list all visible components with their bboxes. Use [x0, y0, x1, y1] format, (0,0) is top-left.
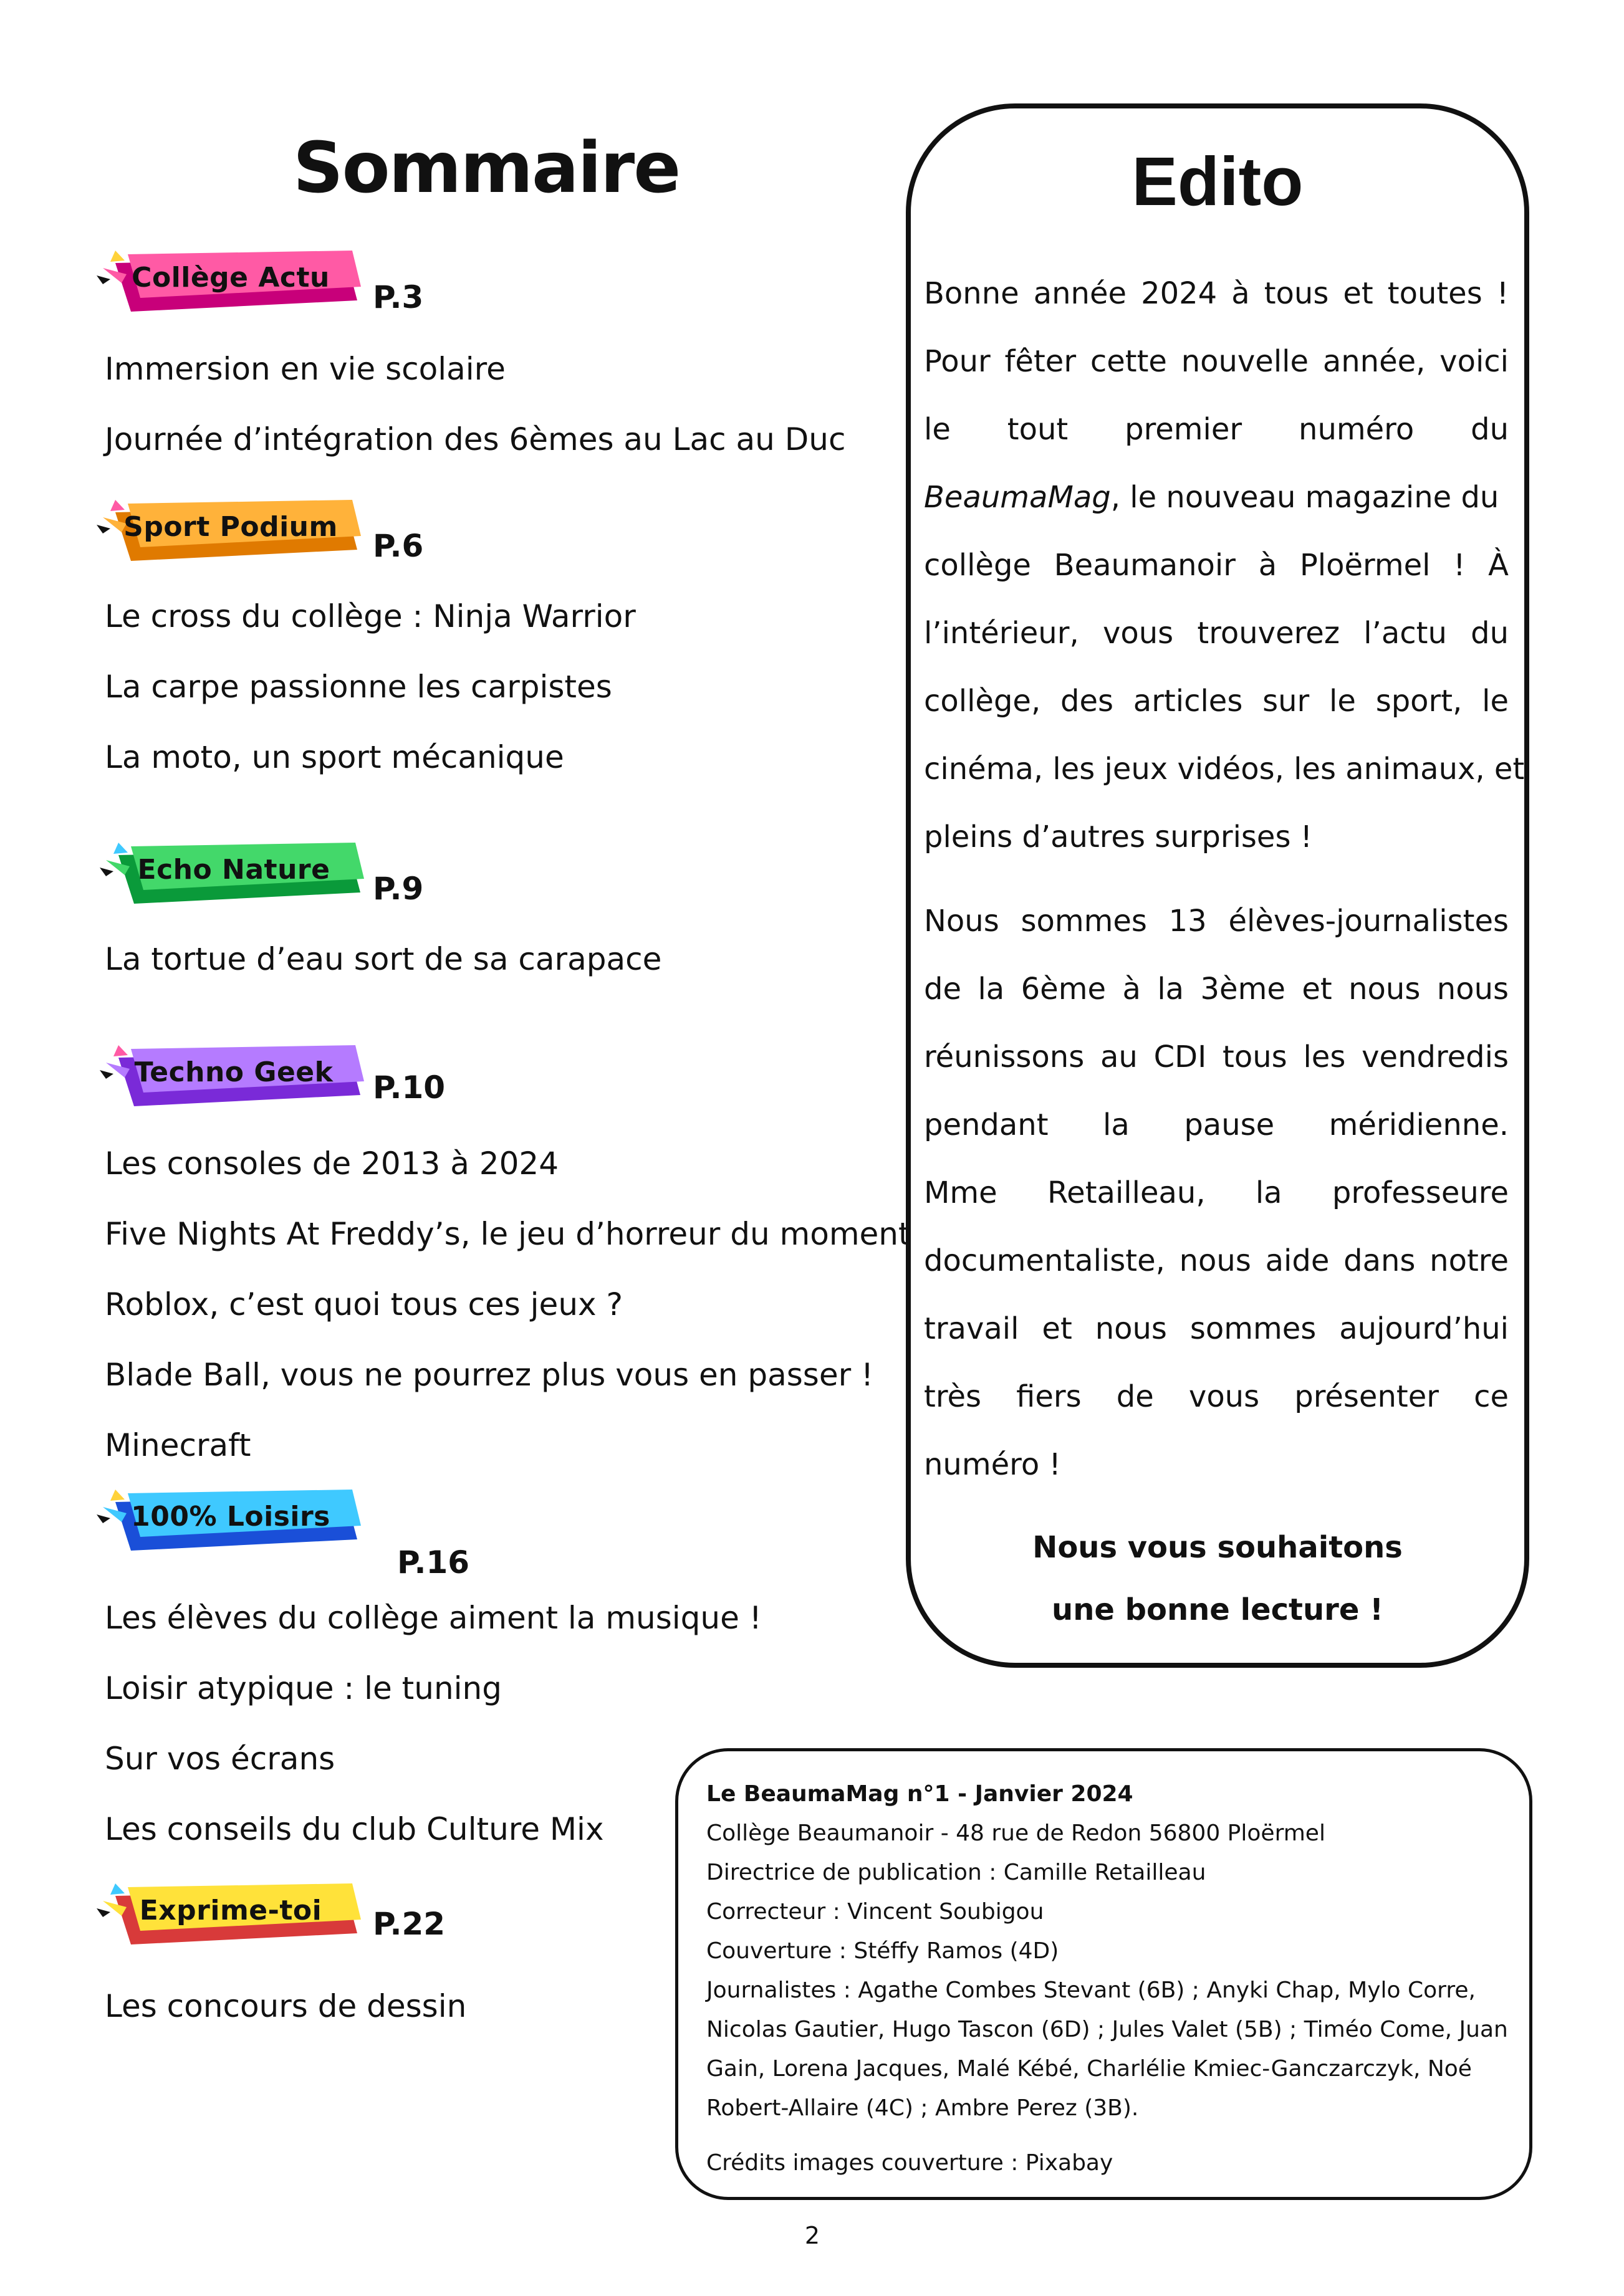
edito-line: Pour fêter cette nouvelle année, voici — [924, 344, 1509, 379]
list-item: La carpe passionne les carpistes — [105, 669, 612, 705]
colophon-line: Gain, Lorena Jacques, Malé Kébé, Charlélie Kmiec-Ganczarczyk, Noé — [706, 2056, 1472, 2082]
section-label: Exprime-toi — [139, 1895, 322, 1926]
section-banner-techno-geek — [100, 1044, 368, 1125]
list-item: Les consoles de 2013 à 2024 — [105, 1146, 559, 1182]
edito-line: Nous sommes 13 élèves-journalistes — [924, 904, 1509, 939]
section-banner-exprime-toi — [97, 1882, 365, 1963]
colophon-line: Correcteur : Vincent Soubigou — [706, 1899, 1044, 1925]
section-label: Echo Nature — [137, 854, 330, 886]
list-item: Loisir atypique : le tuning — [105, 1670, 502, 1706]
list-item: Blade Ball, vous ne pourrez plus vous en passer ! — [105, 1357, 874, 1393]
edito-line: pendant la pause méridienne. — [924, 1107, 1509, 1142]
colophon-credits: Crédits images couverture : Pixabay — [706, 2150, 1113, 2176]
list-item: Les concours de dessin — [105, 1988, 467, 2024]
section-label: Techno Geek — [134, 1056, 334, 1088]
page-number: 2 — [804, 2222, 820, 2249]
edito-line: cinéma, les jeux vidéos, les animaux, et — [924, 752, 1525, 787]
edito-line: le tout premier numéro du — [924, 412, 1509, 447]
list-item: Minecraft — [105, 1427, 251, 1463]
section-page-number: P.3 — [373, 279, 424, 315]
edito-closing: Nous vous souhaitons — [1032, 1530, 1403, 1565]
colophon-line: Collège Beaumanoir - 48 rue de Redon 56800 Ploërmel — [706, 1820, 1325, 1846]
edito-frame — [906, 103, 1529, 1668]
list-item: Journée d’intégration des 6èmes au Lac au Duc — [105, 421, 846, 457]
list-item: Roblox, c’est quoi tous ces jeux ? — [105, 1286, 623, 1323]
colophon-title: Le BeaumaMag n°1 - Janvier 2024 — [706, 1781, 1133, 1807]
section-page-number: P.10 — [373, 1069, 446, 1106]
section-page-number: P.9 — [373, 871, 424, 907]
magazine-name: BeaumaMag — [924, 480, 1111, 515]
edito-line: pleins d’autres surprises ! — [924, 820, 1312, 854]
list-item: La moto, un sport mécanique — [105, 739, 564, 775]
list-item: La tortue d’eau sort de sa carapace — [105, 941, 662, 977]
section-page-number: P.22 — [373, 1906, 446, 1942]
colophon-line: Directrice de publication : Camille Retailleau — [706, 1860, 1206, 1885]
colophon-line: Couverture : Stéffy Ramos (4D) — [706, 1938, 1059, 1964]
list-item: Immersion en vie scolaire — [105, 351, 506, 387]
edito-line: travail et nous sommes aujourd’hui — [924, 1311, 1509, 1346]
section-page-number: P.16 — [397, 1544, 470, 1581]
edito-line: BeaumaMag, le nouveau magazine du — [924, 480, 1499, 515]
list-item: Five Nights At Freddy’s, le jeu d’horreur du moment — [105, 1216, 911, 1252]
edito-line: réunissons au CDI tous les vendredis — [924, 1040, 1509, 1074]
list-item: Les élèves du collège aiment la musique ! — [105, 1600, 762, 1636]
colophon-line: Journalistes : Agathe Combes Stevant (6B) ; Anyki Chap, Mylo Corre, — [706, 1978, 1476, 2003]
edito-line: très fiers de vous présenter ce — [924, 1379, 1509, 1414]
section-page-number: P.6 — [373, 528, 424, 564]
section-banner-100-loisirs — [97, 1488, 365, 1569]
edito-line: documentaliste, nous aide dans notre — [924, 1243, 1509, 1278]
section-label: 100% Loisirs — [131, 1501, 330, 1533]
section-label: Collège Actu — [132, 262, 330, 294]
edito-title: Edito — [1132, 143, 1304, 220]
section-label: Sport Podium — [123, 511, 338, 543]
section-banner-echo-nature — [100, 841, 368, 922]
colophon-line: Robert-Allaire (4C) ; Ambre Perez (3B). — [706, 2095, 1139, 2121]
edito-line: Bonne année 2024 à tous et toutes ! — [924, 276, 1509, 311]
edito-closing: une bonne lecture ! — [1052, 1592, 1383, 1627]
colophon-frame — [675, 1748, 1532, 2200]
section-banner-college-actu — [97, 249, 365, 330]
list-item: Sur vos écrans — [105, 1741, 335, 1777]
sommaire-title: Sommaire — [293, 128, 680, 209]
edito-line: collège, des articles sur le sport, le — [924, 684, 1509, 719]
edito-line: de la 6ème à la 3ème et nous nous — [924, 972, 1509, 1007]
edito-line: Mme Retailleau, la professeure — [924, 1175, 1509, 1210]
colophon-line: Nicolas Gautier, Hugo Tascon (6D) ; Jules Valet (5B) ; Timéo Come, Juan — [706, 2017, 1508, 2042]
list-item: Les conseils du club Culture Mix — [105, 1811, 604, 1847]
edito-line: numéro ! — [924, 1447, 1061, 1482]
edito-line: l’intérieur, vous trouverez l’actu du — [924, 616, 1509, 651]
list-item: Le cross du collège : Ninja Warrior — [105, 598, 636, 634]
edito-line: collège Beaumanoir à Ploërmel ! À — [924, 548, 1509, 583]
section-banner-sport-podium — [97, 499, 365, 580]
